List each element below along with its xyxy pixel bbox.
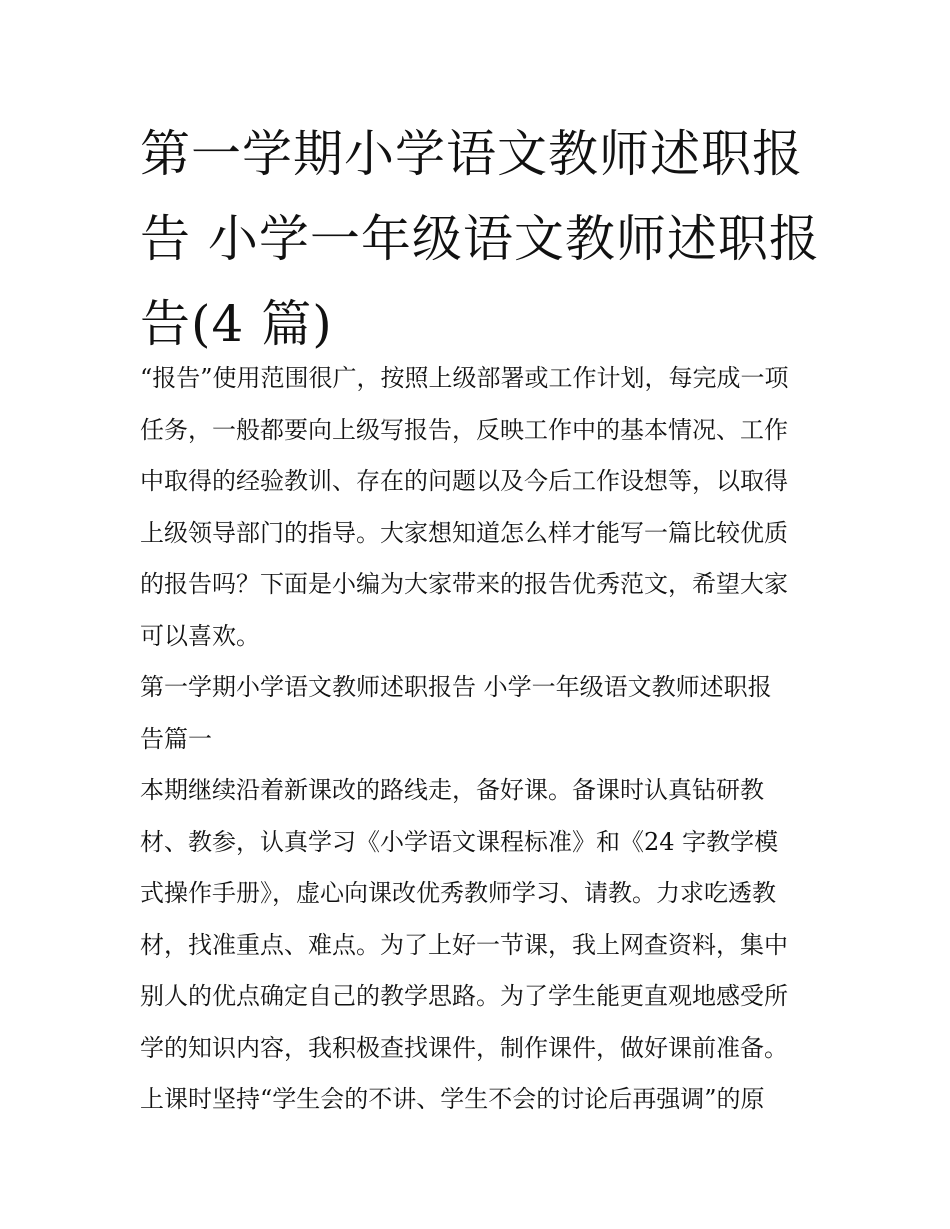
text-line: 任务，一般都要向上级写报告，反映工作中的基本情况、工作 bbox=[140, 415, 788, 444]
text-line: 上课时坚持“学生会的不讲、学生不会的讨论后再强调”的原 bbox=[140, 1085, 765, 1113]
text-line: 学的知识内容，我积极查找课件，制作课件，做好课前准备。 bbox=[140, 1033, 788, 1062]
heading-line: 第一学期小学语文教师述职报告 小学一年级语文教师述职报 bbox=[140, 673, 772, 701]
document-title bbox=[140, 112, 820, 367]
title-line: 第一学期小学语文教师述职报 bbox=[140, 125, 803, 183]
text-line: 材，找准重点、难点。为了上好一节课，我上网查资料，集中 bbox=[140, 930, 788, 959]
text-line: 材、教参，认真学习《小学语文课程标准》和《24 字教学模 bbox=[140, 827, 779, 856]
heading-line: 告篇一 bbox=[140, 724, 212, 753]
text-line: 上级领导部门的指导。大家想知道怎么样才能写一篇比较优质 bbox=[140, 518, 788, 547]
title-line: 告(4 篇) bbox=[140, 295, 333, 353]
text-line: 可以喜欢。 bbox=[140, 621, 260, 650]
title-line: 告 小学一年级语文教师述职报 bbox=[140, 210, 820, 268]
text-line: 中取得的经验教训、存在的问题以及今后工作设想等，以取得 bbox=[140, 467, 788, 495]
section-heading bbox=[140, 662, 830, 765]
body-paragraph bbox=[140, 765, 830, 1126]
text-line: “报告”使用范围很广，按照上级部署或工作计划，每完成一项 bbox=[140, 364, 789, 392]
document-body bbox=[140, 353, 830, 1126]
text-line: 别人的优点确定自己的教学思路。为了学生能更直观地感受所 bbox=[140, 982, 788, 1010]
text-line: 的报告吗？下面是小编为大家带来的报告优秀范文，希望大家 bbox=[140, 570, 788, 598]
text-line: 式操作手册》，虚心向课改优秀教师学习、请教。力求吃透教 bbox=[140, 879, 776, 907]
text-line: 本期继续沿着新课改的路线走，备好课。备课时认真钻研教 bbox=[140, 776, 764, 804]
intro-paragraph bbox=[140, 353, 830, 662]
